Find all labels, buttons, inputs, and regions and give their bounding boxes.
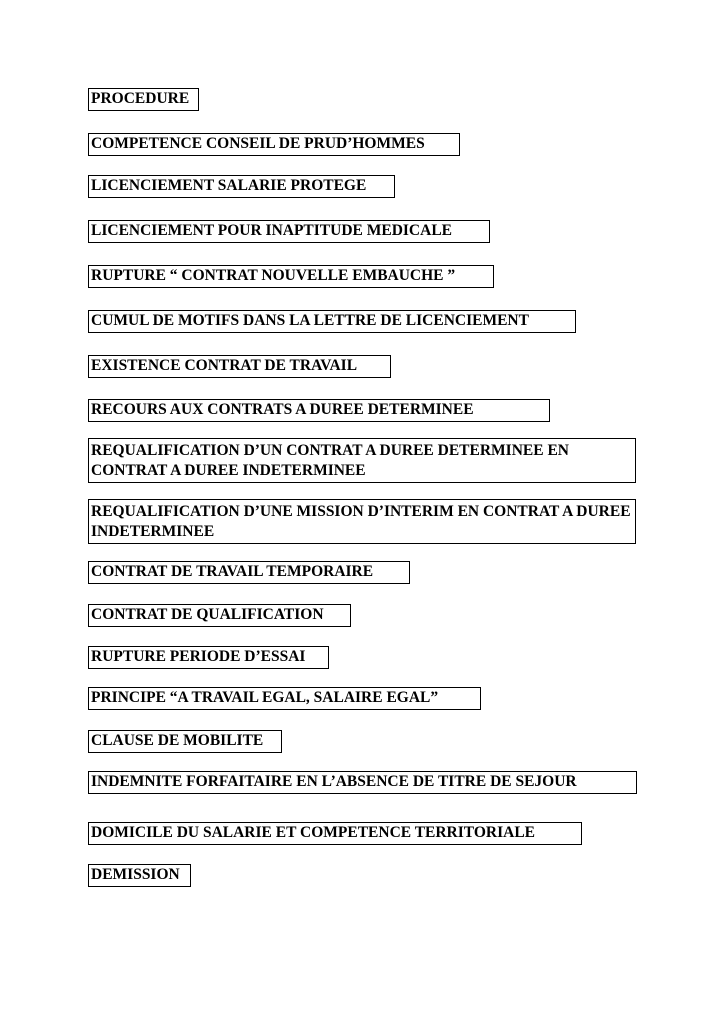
- entry-demission: DEMISSION: [88, 864, 191, 887]
- entry-recours-cdd: RECOURS AUX CONTRATS A DUREE DETERMINEE: [88, 399, 550, 422]
- entry-contrat-temporaire: CONTRAT DE TRAVAIL TEMPORAIRE: [88, 561, 410, 584]
- entry-principe-travail-egal: PRINCIPE “A TRAVAIL EGAL, SALAIRE EGAL”: [88, 687, 481, 710]
- entry-licenciement-salarie-protege: LICENCIEMENT SALARIE PROTEGE: [88, 175, 395, 198]
- entry-cumul-motifs: CUMUL DE MOTIFS DANS LA LETTRE DE LICENCIEMENT: [88, 310, 576, 333]
- entry-domicile-competence: DOMICILE DU SALARIE ET COMPETENCE TERRITORIALE: [88, 822, 582, 845]
- entry-requalification-cdd: REQUALIFICATION D’UN CONTRAT A DUREE DETERMINEE EN CONTRAT A DUREE INDETERMINEE: [88, 438, 636, 483]
- entry-licenciement-inaptitude: LICENCIEMENT POUR INAPTITUDE MEDICALE: [88, 220, 490, 243]
- entry-procedure: PROCEDURE: [88, 88, 199, 111]
- entry-rupture-cne: RUPTURE “ CONTRAT NOUVELLE EMBAUCHE ”: [88, 265, 494, 288]
- entry-contrat-qualification: CONTRAT DE QUALIFICATION: [88, 604, 351, 627]
- entry-existence-contrat: EXISTENCE CONTRAT DE TRAVAIL: [88, 355, 391, 378]
- entry-clause-mobilite: CLAUSE DE MOBILITE: [88, 730, 282, 753]
- entry-rupture-essai: RUPTURE PERIODE D’ESSAI: [88, 646, 329, 669]
- entry-requalification-interim: REQUALIFICATION D’UNE MISSION D’INTERIM EN CONTRAT A DUREE INDETERMINEE: [88, 499, 636, 544]
- entry-indemnite-titre-sejour: INDEMNITE FORFAITAIRE EN L’ABSENCE DE TITRE DE SEJOUR: [88, 771, 637, 794]
- entry-competence-prudhommes: COMPETENCE CONSEIL DE PRUD’HOMMES: [88, 133, 460, 156]
